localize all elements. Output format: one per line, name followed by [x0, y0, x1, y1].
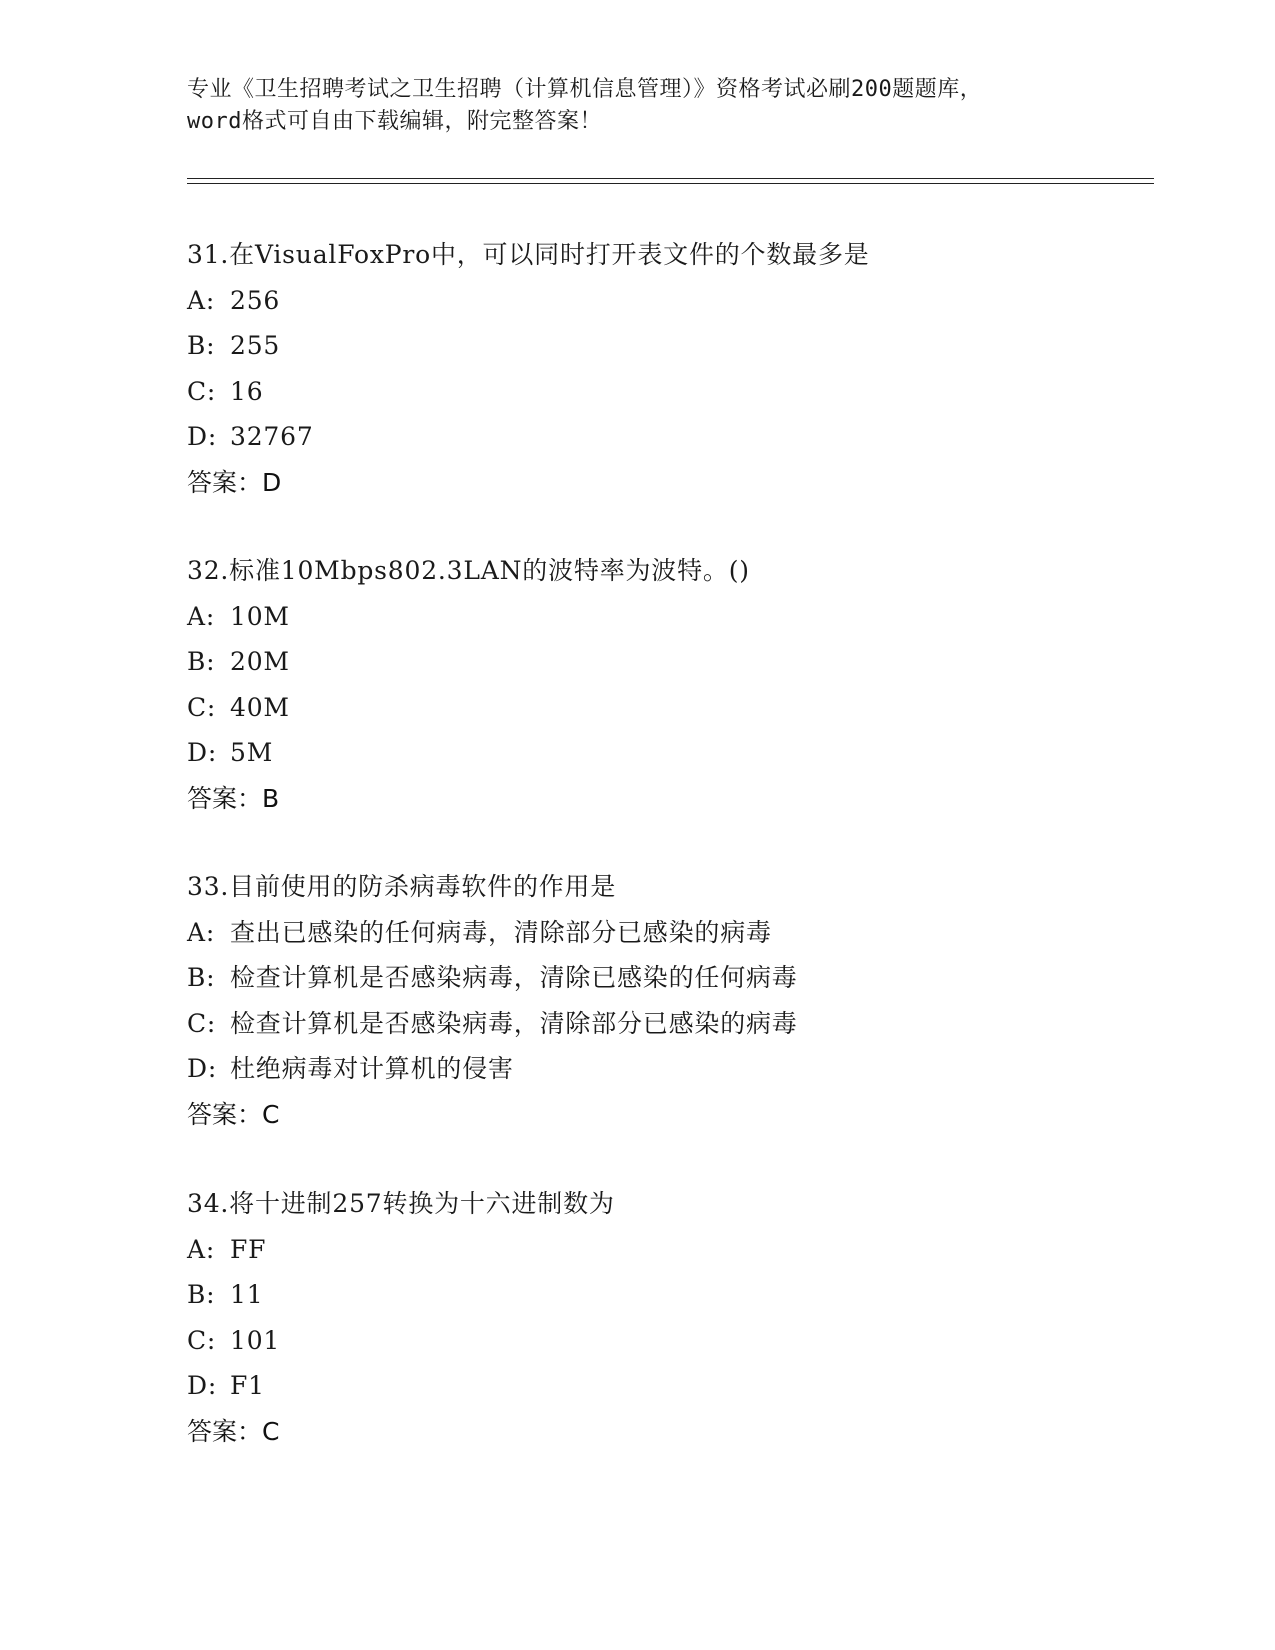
option-text: 杜绝病毒对计算机的侵害 [230, 1054, 514, 1083]
header-line-2: word格式可自由下载编辑，附完整答案！ [187, 109, 602, 134]
option-label: C: [187, 1325, 217, 1355]
option-d [187, 1363, 1167, 1409]
option-label: D: [187, 422, 218, 451]
option-label: A: [187, 1234, 216, 1264]
option-text: 检查计算机是否感染病毒，清除部分已感染的病毒 [230, 1008, 798, 1038]
option-c [187, 369, 1167, 415]
option-text: 101 [230, 1325, 281, 1355]
option-d [187, 1046, 1167, 1092]
option-label: C: [187, 692, 217, 722]
option-c [187, 1318, 1167, 1364]
option-text: 255 [230, 331, 281, 360]
option-c [187, 685, 1167, 731]
option-b [187, 323, 1167, 369]
option-a [187, 1227, 1167, 1273]
question-31 [187, 232, 1167, 505]
answer-line: 答案：D [187, 467, 282, 497]
question-stem: 34.将十进制257转换为十六进制数为 [187, 1189, 615, 1218]
option-label: B: [187, 1280, 216, 1309]
option-text: F1 [230, 1371, 265, 1400]
option-a [187, 910, 1167, 956]
option-b [187, 955, 1167, 1001]
answer-line: 答案：C [187, 1416, 280, 1446]
option-d [187, 730, 1167, 776]
option-text: 40M [230, 692, 290, 722]
option-text: 256 [230, 285, 281, 315]
option-label: A: [187, 601, 216, 631]
option-label: C: [187, 1008, 217, 1038]
option-c [187, 1001, 1167, 1047]
option-label: A: [187, 917, 216, 947]
question-34 [187, 1181, 1167, 1454]
option-label: D: [187, 738, 218, 767]
question-stem: 32.标准10Mbps802.3LAN的波特率为波特。() [187, 556, 750, 585]
option-text: 10M [230, 601, 290, 631]
question-stem: 33.目前使用的防杀病毒软件的作用是 [187, 872, 617, 901]
option-label: D: [187, 1371, 218, 1400]
option-label: A: [187, 285, 216, 315]
option-text: 16 [230, 376, 264, 406]
answer-line: 答案：B [187, 783, 280, 813]
option-label: B: [187, 963, 216, 992]
option-a [187, 278, 1167, 324]
option-text: 20M [230, 647, 290, 676]
header-line-1: 专业《卫生招聘考试之卫生招聘（计算机信息管理）》资格考试必刷200题题库， [187, 77, 983, 102]
document-header [187, 74, 1087, 138]
option-text: FF [230, 1234, 267, 1264]
option-label: D: [187, 1054, 218, 1083]
header-divider-bottom [187, 183, 1154, 184]
option-label: B: [187, 331, 216, 360]
option-text: 32767 [230, 422, 314, 451]
option-text: 5M [230, 738, 274, 767]
option-text: 11 [230, 1280, 264, 1309]
option-label: C: [187, 376, 217, 406]
question-32 [187, 548, 1167, 821]
option-d [187, 414, 1167, 460]
option-text: 查出已感染的任何病毒，清除部分已感染的病毒 [230, 917, 772, 947]
option-label: B: [187, 647, 216, 676]
header-divider-top [187, 178, 1154, 179]
answer-line: 答案：C [187, 1099, 280, 1129]
option-a [187, 594, 1167, 640]
option-text: 检查计算机是否感染病毒，清除已感染的任何病毒 [230, 963, 798, 992]
option-b [187, 1272, 1167, 1318]
question-stem: 31.在VisualFoxPro中，可以同时打开表文件的个数最多是 [187, 240, 870, 269]
question-33 [187, 864, 1167, 1137]
option-b [187, 639, 1167, 685]
